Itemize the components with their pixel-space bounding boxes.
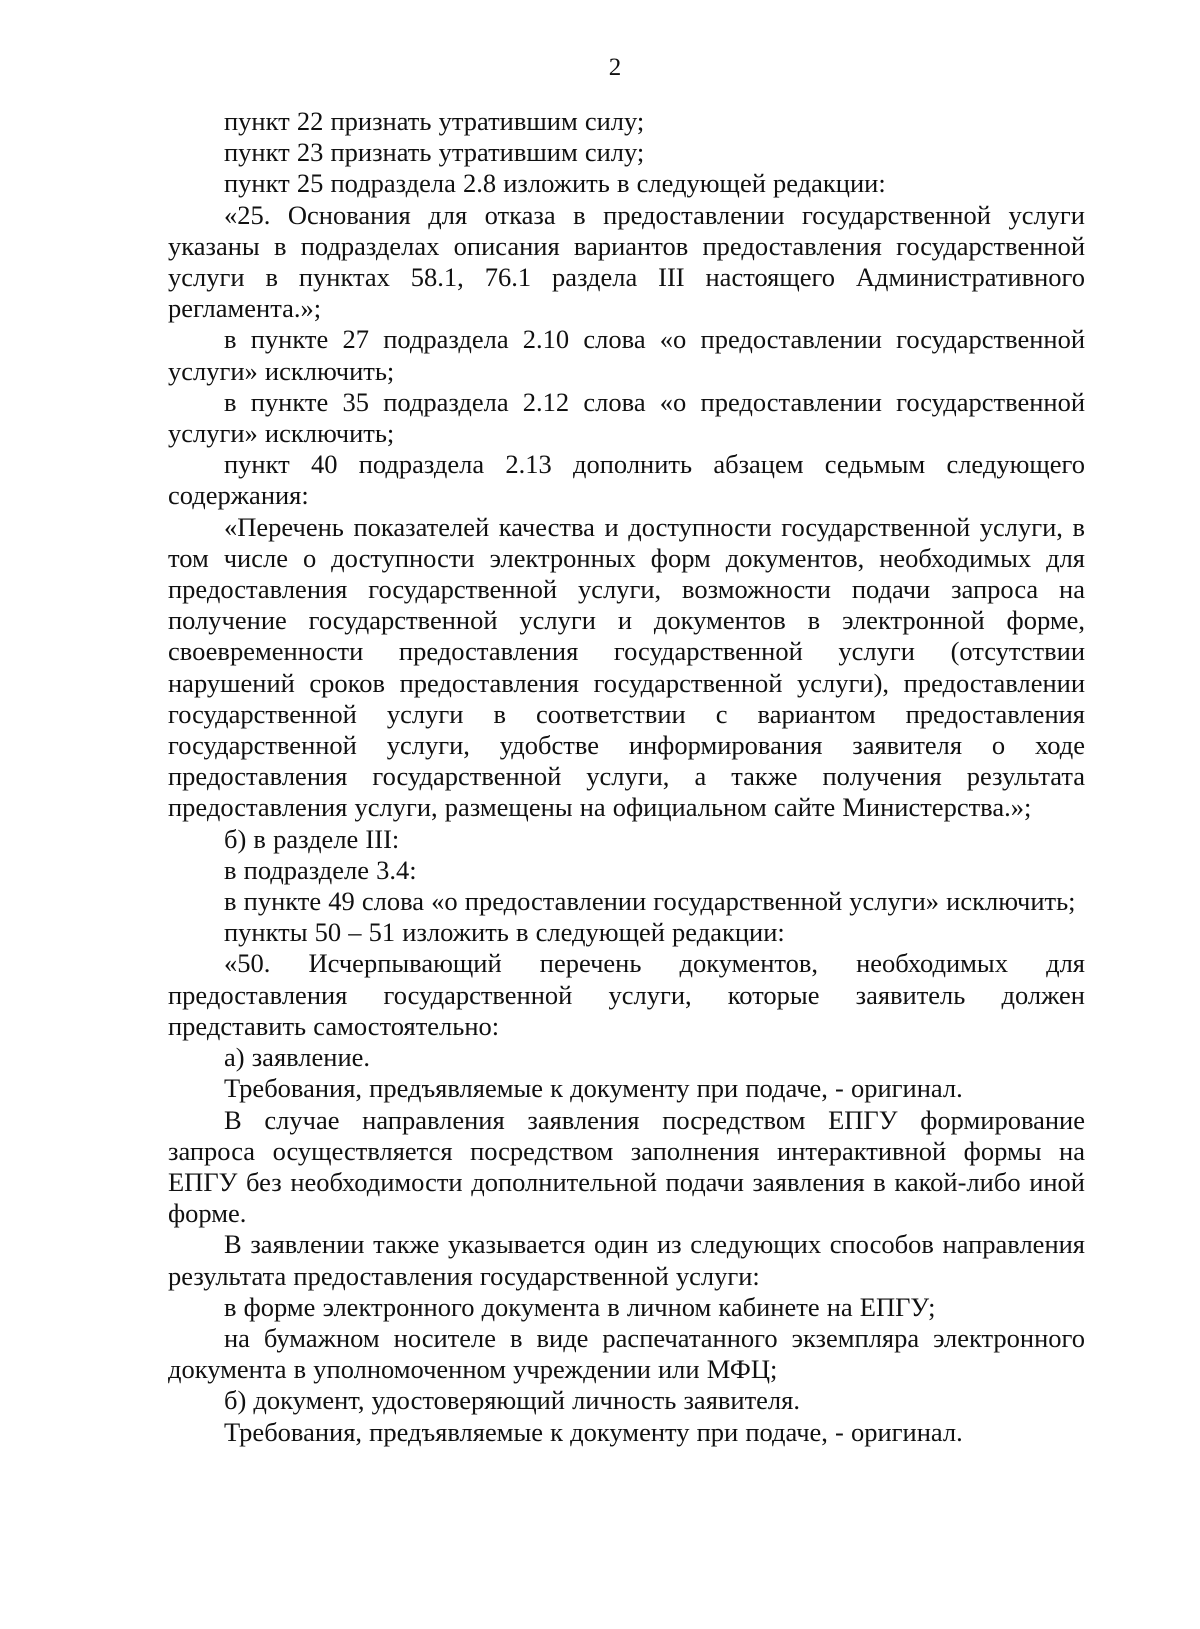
paragraph: а) заявление. — [224, 1042, 371, 1073]
paragraph: «25. Основания для отказа в предоставлении государственной услуги указаны в подразделах описания вариантов предоставления государственной услуги в пунктах 58.1, 76.1 раздела III настоящего Административного регламента.»; — [168, 199, 1085, 324]
paragraph: «50. Исчерпывающий перечень документов, необходимых для предоставления государственной услуги, которые заявитель должен представить самостоятельно: — [168, 948, 1085, 1041]
paragraph: пункт 40 подраздела 2.13 дополнить абзацем седьмым следующего содержания: — [168, 449, 1085, 511]
paragraph: б) в разделе III: — [224, 823, 400, 854]
paragraph: Требования, предъявляемые к документу при подаче, - оригинал. — [224, 1073, 963, 1104]
paragraph: в подразделе 3.4: — [224, 854, 417, 885]
paragraph: пункт 22 признать утратившим силу; — [224, 106, 645, 136]
paragraph: «Перечень показателей качества и доступности государственной услуги, в том числе о доступности электронных форм документов, необходимых для предоставления государственной услуги, возможности подачи запроса на получение государственной услуги и документов в электронной форме, своевременности предоставления государственной услуги (отсутствии нарушений сроков предоставления государственной услуги), предоставлении государственной услуги в соответствии с вариантом предоставления государственной услуги, удобстве информирования заявителя о ходе предоставления государственной услуги, а также получения результата предоставления услуги, размещены на официальном сайте Министерства.»; — [168, 511, 1085, 823]
paragraph: на бумажном носителе в виде распечатанного экземпляра электронного документа в уполномоченном учреждении или МФЦ; — [168, 1322, 1085, 1385]
paragraph: в пункте 35 подраздела 2.12 слова «о предоставлении государственной услуги» исключить; — [168, 386, 1085, 449]
paragraph: в пункте 49 слова «о предоставлении государственной услуги» исключить; — [224, 886, 1076, 917]
paragraph: б) документ, удостоверяющий личность заявителя. — [224, 1385, 800, 1416]
document-body — [168, 106, 1085, 1448]
paragraph: пункт 23 признать утратившим силу; — [224, 137, 645, 168]
paragraph: Требования, предъявляемые к документу при подаче, - оригинал. — [224, 1416, 963, 1447]
paragraph: в форме электронного документа в личном кабинете на ЕПГУ; — [224, 1291, 936, 1322]
paragraph: пункты 50 – 51 изложить в следующей редакции: — [224, 917, 785, 948]
paragraph: в пункте 27 подраздела 2.10 слова «о предоставлении государственной услуги» исключить; — [168, 324, 1085, 386]
paragraph: В заявлении также указывается один из следующих способов направления результата предоставления государственной услуги: — [168, 1229, 1085, 1291]
paragraph: В случае направления заявления посредством ЕПГУ формирование запроса осуществляется посредством заполнения интерактивной формы на ЕПГУ без необходимости дополнительной подачи заявления в какой-либо иной форме. — [168, 1104, 1085, 1229]
page-number: 2 — [608, 54, 622, 81]
paragraph: пункт 25 подраздела 2.8 изложить в следующей редакции: — [224, 168, 886, 199]
